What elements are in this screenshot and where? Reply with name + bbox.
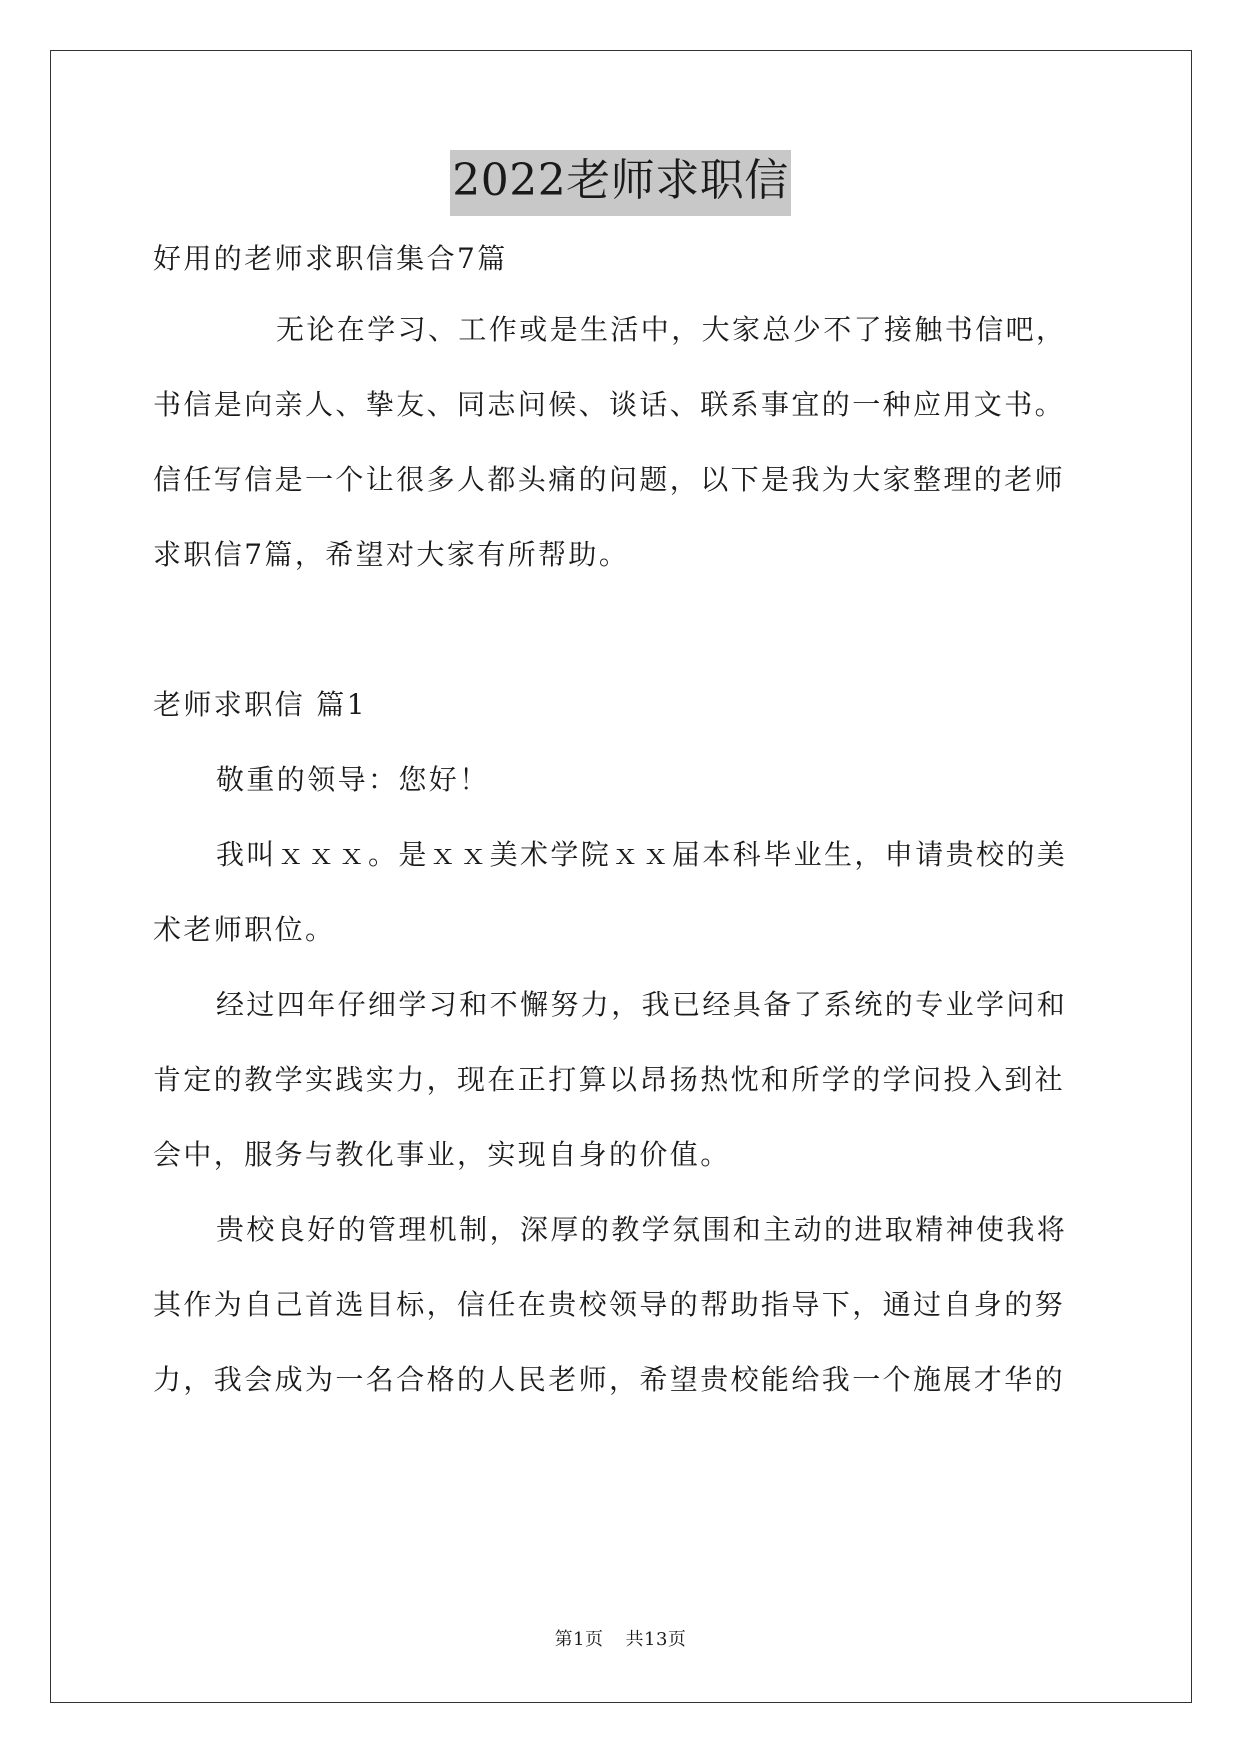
body-line-5: 肯定的教学实践实力，现在正打算以昂扬热忱和所学的学问投入到社 bbox=[153, 1063, 1066, 1096]
intro-line-2: 书信是向亲人、挚友、同志问候、谈话、联系事宜的一种应用文书。 bbox=[153, 388, 1066, 421]
page-footer bbox=[0, 1628, 1241, 1652]
intro-line-1: 无论在学习、工作或是生活中，大家总少不了接触书信吧， bbox=[276, 313, 1067, 346]
page-number: 第1页 bbox=[554, 1629, 604, 1650]
page-total: 共13页 bbox=[625, 1629, 687, 1650]
body-line-1: 敬重的领导：您好！ bbox=[216, 763, 490, 796]
body-line-4: 经过四年仔细学习和不懈努力，我已经具备了系统的专业学问和 bbox=[216, 988, 1068, 1021]
page-border bbox=[50, 50, 1192, 1703]
section-heading: 老师求职信 篇1 bbox=[153, 688, 367, 721]
title-container bbox=[0, 150, 1241, 216]
body-line-8: 其作为自己首选目标，信任在贵校领导的帮助指导下，通过自身的努 bbox=[153, 1288, 1066, 1321]
document-subtitle: 好用的老师求职信集合7篇 bbox=[153, 242, 508, 275]
body-line-2: 我叫ｘｘｘ。是ｘｘ美术学院ｘｘ届本科毕业生，申请贵校的美 bbox=[216, 838, 1068, 871]
document-title: 2022老师求职信 bbox=[450, 150, 790, 216]
intro-line-3: 信任写信是一个让很多人都头痛的问题，以下是我为大家整理的老师 bbox=[153, 463, 1066, 496]
body-line-6: 会中，服务与教化事业，实现自身的价值。 bbox=[153, 1138, 731, 1171]
body-line-9: 力，我会成为一名合格的人民老师，希望贵校能给我一个施展才华的 bbox=[153, 1363, 1066, 1396]
body-line-3: 术老师职位。 bbox=[153, 913, 336, 946]
intro-line-4: 求职信7篇，希望对大家有所帮助。 bbox=[153, 538, 630, 571]
body-line-7: 贵校良好的管理机制，深厚的教学氛围和主动的进取精神使我将 bbox=[216, 1213, 1068, 1246]
